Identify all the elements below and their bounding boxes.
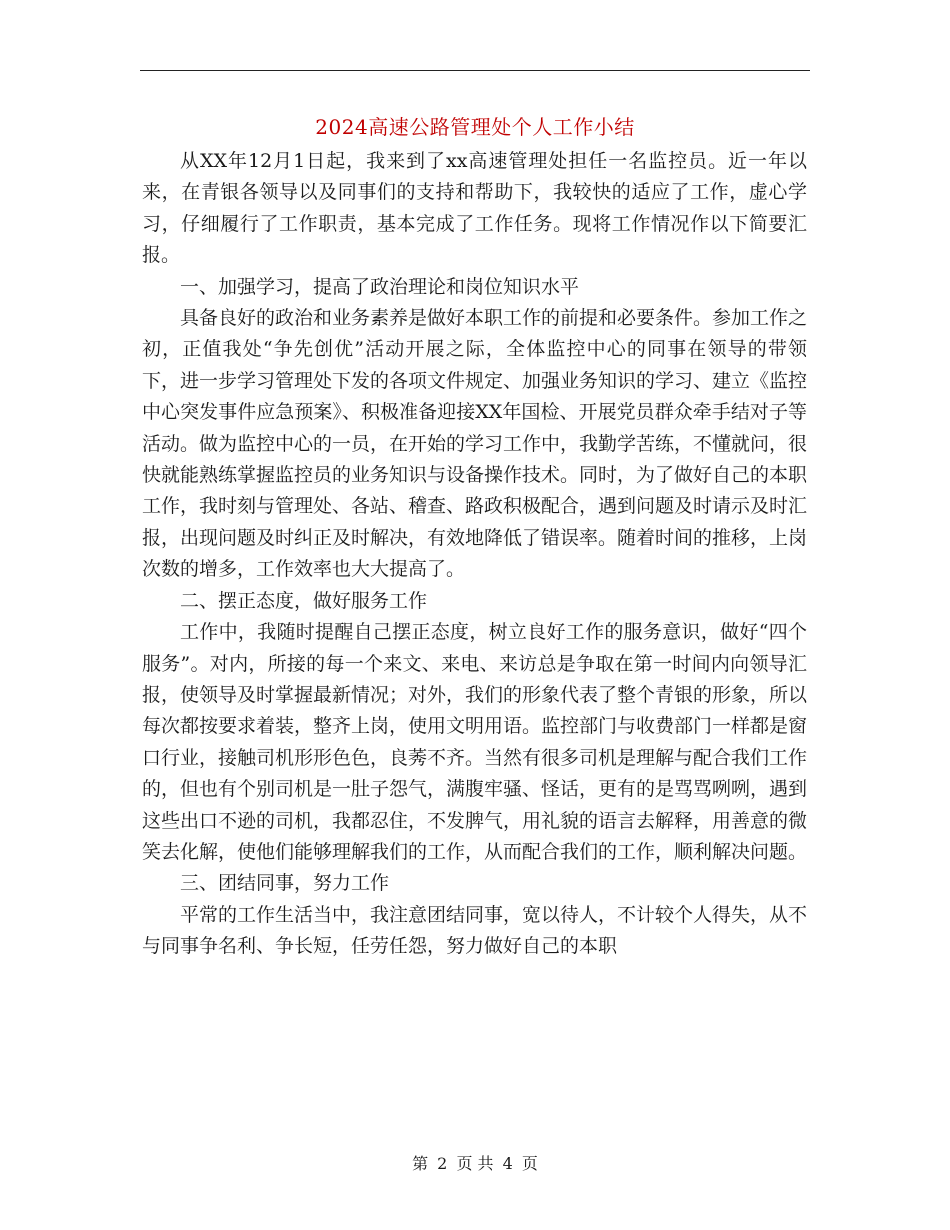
section-heading-3: 三、团结同事，努力工作 bbox=[180, 872, 390, 895]
section-2-paragraph: 工作中，我随时提醒自己摆正态度，树立良好工作的服务意识，做好“四个服务”。对内，所接的每一个来文、来电、来访总是争取在第一时间内向领导汇报，使领导及时掌握最新情况；对外，我们的形象代表了整个青银的形象，所以每次都按要求着装，整齐上岗，使用文明用语。监控部门与收费部门一样都是窗口行业，接触司机形形色色，良莠不齐。当然有很多司机是理解与配合我们工作的，但也有个别司机是一肚子怨气，满腹牢骚、怪话，更有的是骂骂咧咧，遇到这些出口不逊的司机，我都忍住，不发脾气，用礼貌的语言去解释，用善意的微笑去化解，使他们能够理解我们的工作，从而配合我们的工作，顺利解决问题。 bbox=[142, 621, 808, 863]
document-body bbox=[142, 146, 807, 963]
intro-paragraph: 从XX年12月1日起，我来到了xx高速管理处担任一名监控员。近一年以来，在青银各领导以及同事们的支持和帮助下，我较快的适应了工作，虚心学习，仔细履行了工作职责，基本完成了工作任务。现将工作情况作以下简要汇报。 bbox=[142, 150, 807, 267]
section-3-paragraph: 平常的工作生活当中，我注意团结同事，宽以待人，不计较个人得失，从不与同事争名利、争长短，任劳任怨，努力做好自己的本职 bbox=[142, 903, 808, 958]
header-rule bbox=[140, 70, 810, 71]
footer-suffix: 页 bbox=[521, 1154, 538, 1173]
section-heading-1: 一、加强学习，提高了政治理论和岗位知识水平 bbox=[180, 275, 580, 298]
section-heading-2: 二、摆正态度，做好服务工作 bbox=[180, 589, 428, 612]
current-page-number: 2 bbox=[437, 1154, 448, 1173]
section-1-paragraph: 具备良好的政治和业务素养是做好本职工作的前提和必要条件。参加工作之初，正值我处“争先创优”活动开展之际，全体监控中心的同事在领导的带领下，进一步学习管理处下发的各项文件规定、加强业务知识的学习、建立《监控中心突发事件应急预案》、积极准备迎接XX年国检、开展党员群众牵手结对子等活动。做为监控中心的一员，在开始的学习工作中，我勤学苦练，不懂就问，很快就能熟练掌握监控员的业务知识与设备操作技术。同时，为了做好自己的本职工作，我时刻与管理处、各站、稽查、路政积极配合，遇到问题及时请示及时汇报，出现问题及时纠正及时解决，有效地降低了错误率。随着时间的推移，上岗次数的增多，工作效率也大大提高了。 bbox=[142, 307, 808, 581]
page-footer bbox=[0, 1152, 950, 1176]
document-title: 2024高速公路管理处个人工作小结 bbox=[315, 115, 635, 139]
total-page-count: 4 bbox=[502, 1154, 513, 1173]
footer-middle: 页 共 bbox=[456, 1154, 494, 1173]
footer-prefix: 第 bbox=[412, 1154, 429, 1173]
